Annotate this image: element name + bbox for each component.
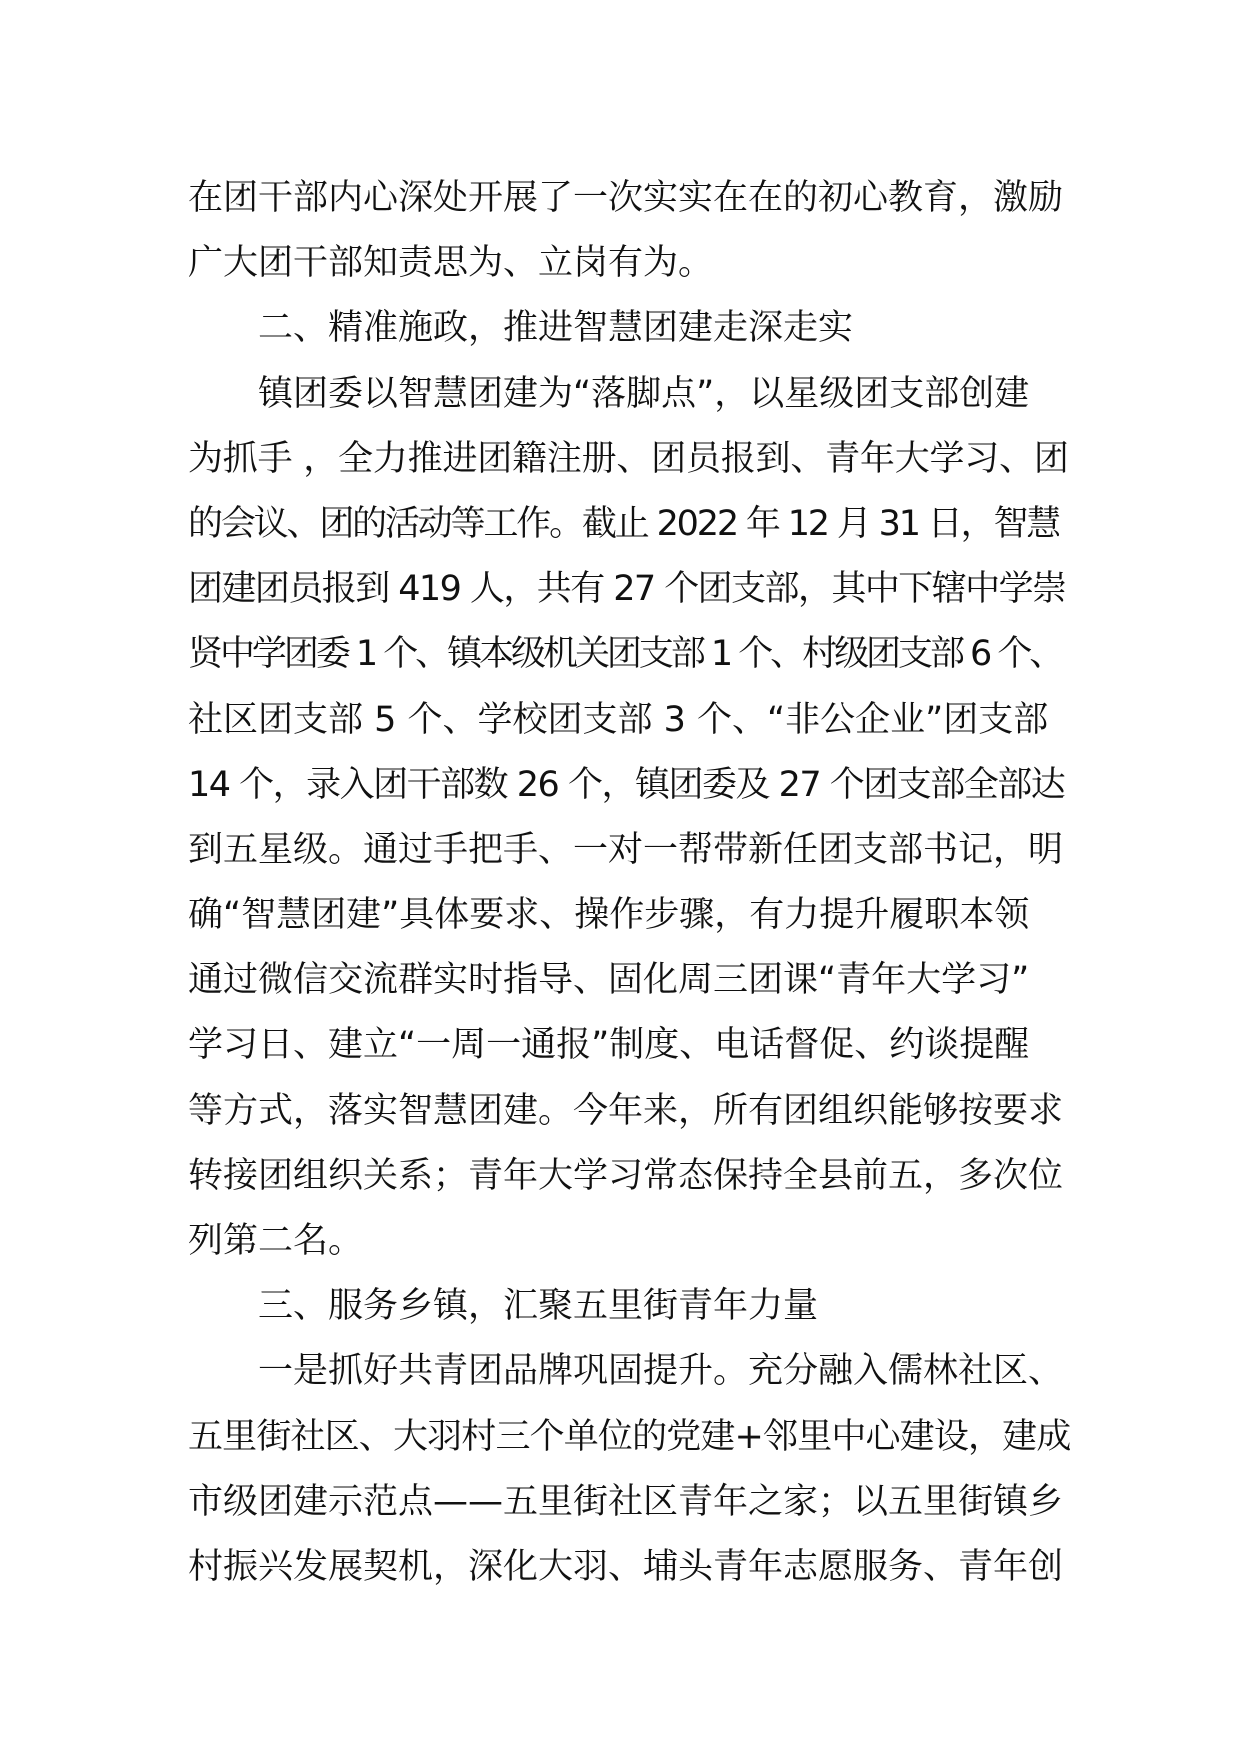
text-line: 列第二名。 [188, 1221, 364, 1261]
document-body [188, 166, 1071, 1600]
text-line: 为抓手 ，全力推进团籍注册、团员报到、青年大学习、团 [188, 438, 1069, 479]
text-line: 14 个，录入团干部数 26 个，镇团委及 27 个团支部全部达 [188, 764, 1065, 805]
text-line: 确“智慧团建”具体要求、操作步骤，有力提升履职本领 [188, 895, 1030, 936]
text-line: 社区团支部 5 个、学校团支部 3 个、“非公企业”团支部 [188, 699, 1049, 740]
text-line: 三、服务乡镇，汇聚五里街青年力量 [258, 1286, 819, 1327]
text-line: 二、精准施政，推进智慧团建走深走实 [258, 308, 854, 349]
text-line: 镇团委以智慧团建为“落脚点”，以星级团支部创建 [258, 373, 1030, 414]
text-line: 转接团组织关系；青年大学习常态保持全县前五，多次位 [188, 1155, 1064, 1196]
text-line: 五里街社区、大羽村三个单位的党建+邻里中心建设，建成 [188, 1416, 1071, 1457]
text-line: 到五星级。通过手把手、一对一帮带新任团支部书记，明 [188, 829, 1064, 870]
text-line: 市级团建示范点——五里街社区青年之家；以五里街镇乡 [188, 1481, 1064, 1522]
text-line: 等方式，落实智慧团建。今年来，所有团组织能够按要求 [188, 1090, 1064, 1131]
text-line: 团建团员报到 419 人，共有 27 个团支部，其中下辖中学崇 [188, 569, 1066, 610]
text-line: 贤中学团委 1 个、镇本级机关团支部 1 个、村级团支部 6 个、 [188, 634, 1062, 675]
text-line: 的会议、团的活动等工作。截止 2022 年 12 月 31 日，智慧 [188, 503, 1060, 544]
text-line: 一是抓好共青团品牌巩固提升。充分融入儒林社区、 [258, 1351, 1064, 1392]
text-line: 村振兴发展契机，深化大羽、埔头青年志愿服务、青年创 [188, 1546, 1064, 1587]
text-line: 通过微信交流群实时指导、固化周三团课“青年大学习” [188, 960, 1030, 1001]
text-line: 学习日、建立“一周一通报”制度、电话督促、约谈提醒 [188, 1025, 1030, 1066]
text-line: 在团干部内心深处开展了一次实实在在的初心教育，激励 [188, 178, 1064, 218]
text-line: 广大团干部知责思为、立岗有为。 [188, 243, 714, 284]
